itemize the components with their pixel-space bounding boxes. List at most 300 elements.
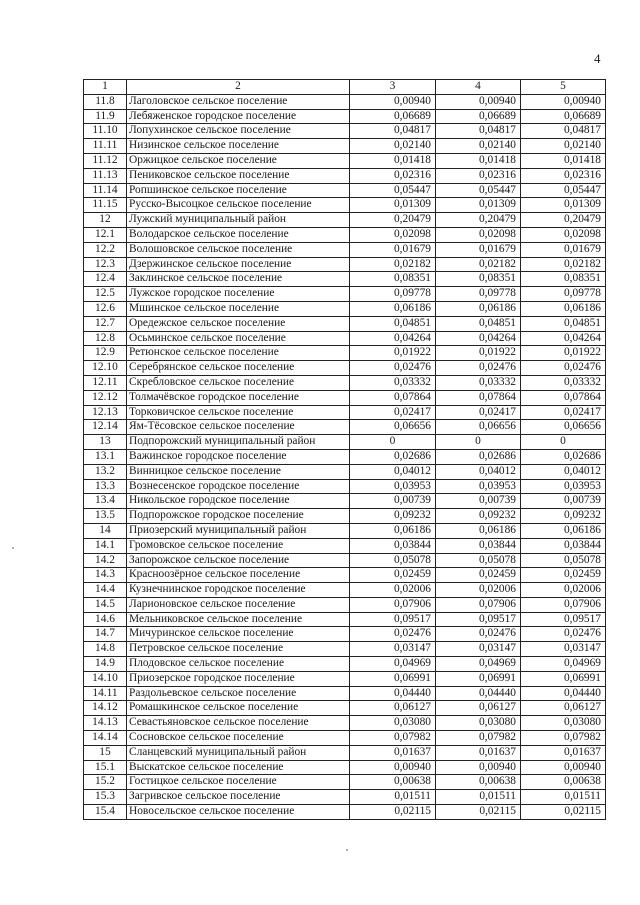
row-value-col4: 0,02686 bbox=[436, 449, 521, 464]
row-value-col4: 0,03332 bbox=[436, 375, 521, 390]
table-row bbox=[84, 523, 606, 538]
row-value-col5: 0,03080 bbox=[521, 716, 606, 731]
row-value-col3: 0,06991 bbox=[350, 671, 436, 686]
row-name: Севастьяновское сельское поселение bbox=[127, 716, 350, 731]
row-value-col5: 0,01637 bbox=[521, 745, 606, 760]
row-name: Дзержинское сельское поселение bbox=[127, 257, 350, 272]
row-number: 12.10 bbox=[84, 361, 127, 376]
row-number: 14.10 bbox=[84, 671, 127, 686]
row-value-col3: 0,02115 bbox=[350, 805, 436, 820]
row-value-col4: 0,05078 bbox=[436, 553, 521, 568]
row-value-col4: 0,00638 bbox=[436, 775, 521, 790]
header-col-4: 4 bbox=[436, 80, 521, 95]
table-row bbox=[84, 449, 606, 464]
row-number: 14.11 bbox=[84, 686, 127, 701]
row-name: Торковичское сельское поселение bbox=[127, 405, 350, 420]
row-name: Серебрянское сельское поселение bbox=[127, 361, 350, 376]
row-value-col4: 0,02115 bbox=[436, 805, 521, 820]
row-name: Загривское сельское поселение bbox=[127, 790, 350, 805]
row-value-col3: 0,20479 bbox=[350, 213, 436, 228]
row-value-col5: 0,02115 bbox=[521, 805, 606, 820]
row-value-col3: 0,03844 bbox=[350, 538, 436, 553]
table-row bbox=[84, 760, 606, 775]
table-row bbox=[84, 494, 606, 509]
row-value-col3: 0,07864 bbox=[350, 390, 436, 405]
row-name: Володарское сельское поселение bbox=[127, 227, 350, 242]
row-value-col3: 0,06186 bbox=[350, 301, 436, 316]
row-number: 12 bbox=[84, 213, 127, 228]
row-value-col4: 0,00940 bbox=[436, 94, 521, 109]
row-number: 12.14 bbox=[84, 420, 127, 435]
table-row bbox=[84, 287, 606, 302]
row-value-col3: 0,04012 bbox=[350, 464, 436, 479]
row-name: Вознесенское городское поселение bbox=[127, 479, 350, 494]
row-name: Русско-Высоцкое сельское поселение bbox=[127, 198, 350, 213]
row-value-col3: 0,04969 bbox=[350, 657, 436, 672]
table-row bbox=[84, 671, 606, 686]
row-value-col5: 0,02476 bbox=[521, 627, 606, 642]
row-value-col3: 0,01679 bbox=[350, 242, 436, 257]
row-name: Приозерский муниципальный район bbox=[127, 523, 350, 538]
table-row bbox=[84, 464, 606, 479]
row-value-col4: 0,04851 bbox=[436, 316, 521, 331]
row-name: Лопухинское сельское поселение bbox=[127, 124, 350, 139]
row-number: 12.12 bbox=[84, 390, 127, 405]
table-row bbox=[84, 94, 606, 109]
table-body bbox=[84, 94, 606, 819]
header-col-5: 5 bbox=[521, 80, 606, 95]
row-value-col5: 0,04012 bbox=[521, 464, 606, 479]
table-row bbox=[84, 583, 606, 598]
row-value-col5: 0,06689 bbox=[521, 109, 606, 124]
row-value-col5: 0,03953 bbox=[521, 479, 606, 494]
row-value-col3: 0,03332 bbox=[350, 375, 436, 390]
row-value-col4: 0,02316 bbox=[436, 168, 521, 183]
header-col-1: 1 bbox=[84, 80, 127, 95]
row-value-col4: 0,01679 bbox=[436, 242, 521, 257]
row-value-col4: 0,03953 bbox=[436, 479, 521, 494]
row-value-col5: 0,09517 bbox=[521, 612, 606, 627]
row-name: Никольское городское поселение bbox=[127, 494, 350, 509]
row-value-col4: 0,03080 bbox=[436, 716, 521, 731]
row-value-col3: 0,04851 bbox=[350, 316, 436, 331]
row-name: Ларионовское сельское поселение bbox=[127, 597, 350, 612]
table-row bbox=[84, 301, 606, 316]
row-name: Ям-Тёсовское сельское поселение bbox=[127, 420, 350, 435]
row-value-col4: 0,01637 bbox=[436, 745, 521, 760]
row-value-col4: 0,00940 bbox=[436, 760, 521, 775]
row-number: 13.1 bbox=[84, 449, 127, 464]
row-value-col4: 0,04012 bbox=[436, 464, 521, 479]
row-name: Плодовское сельское поселение bbox=[127, 657, 350, 672]
row-value-col3: 0,09778 bbox=[350, 287, 436, 302]
table-row bbox=[84, 657, 606, 672]
row-number: 11.11 bbox=[84, 139, 127, 154]
table-row bbox=[84, 153, 606, 168]
row-value-col3: 0,06689 bbox=[350, 109, 436, 124]
table-row bbox=[84, 213, 606, 228]
row-value-col5: 0,04264 bbox=[521, 331, 606, 346]
table-row bbox=[84, 272, 606, 287]
row-value-col3: 0,09517 bbox=[350, 612, 436, 627]
row-value-col5: 0,00940 bbox=[521, 760, 606, 775]
row-name: Скребловское сельское поселение bbox=[127, 375, 350, 390]
row-value-col5: 0,02459 bbox=[521, 568, 606, 583]
row-number: 14.8 bbox=[84, 642, 127, 657]
row-number: 12.2 bbox=[84, 242, 127, 257]
row-value-col3: 0,04817 bbox=[350, 124, 436, 139]
row-value-col5: 0,01922 bbox=[521, 346, 606, 361]
row-value-col4: 0,04440 bbox=[436, 686, 521, 701]
row-name: Выскатское сельское поселение bbox=[127, 760, 350, 775]
row-number: 14.4 bbox=[84, 583, 127, 598]
row-value-col3: 0,05447 bbox=[350, 183, 436, 198]
row-value-col5: 0,06186 bbox=[521, 523, 606, 538]
row-name: Подпорожский муниципальный район bbox=[127, 435, 350, 450]
row-number: 14.6 bbox=[84, 612, 127, 627]
row-name: Осьминское сельское поселение bbox=[127, 331, 350, 346]
row-value-col5: 0,02006 bbox=[521, 583, 606, 598]
row-name: Запорожское сельское поселение bbox=[127, 553, 350, 568]
table-row bbox=[84, 316, 606, 331]
table-row bbox=[84, 745, 606, 760]
row-number: 14.13 bbox=[84, 716, 127, 731]
row-number: 12.1 bbox=[84, 227, 127, 242]
row-name: Лаголовское сельское поселение bbox=[127, 94, 350, 109]
row-name: Подпорожское городское поселение bbox=[127, 509, 350, 524]
row-value-col3: 0,04440 bbox=[350, 686, 436, 701]
table-row bbox=[84, 479, 606, 494]
row-value-col4: 0,02098 bbox=[436, 227, 521, 242]
row-value-col3: 0,04264 bbox=[350, 331, 436, 346]
row-value-col3: 0,02182 bbox=[350, 257, 436, 272]
row-name: Громовское сельское поселение bbox=[127, 538, 350, 553]
row-value-col5: 0,07864 bbox=[521, 390, 606, 405]
row-value-col4: 0,03147 bbox=[436, 642, 521, 657]
row-value-col4: 0,04817 bbox=[436, 124, 521, 139]
row-value-col5: 0,06656 bbox=[521, 420, 606, 435]
row-value-col4: 0,02476 bbox=[436, 627, 521, 642]
row-value-col4: 0,02459 bbox=[436, 568, 521, 583]
row-value-col3: 0,02006 bbox=[350, 583, 436, 598]
row-value-col4: 0,04264 bbox=[436, 331, 521, 346]
row-value-col3: 0,01418 bbox=[350, 153, 436, 168]
row-number: 13.2 bbox=[84, 464, 127, 479]
row-number: 11.13 bbox=[84, 168, 127, 183]
row-number: 11.12 bbox=[84, 153, 127, 168]
row-name: Низинское сельское поселение bbox=[127, 139, 350, 154]
row-value-col5: 0,00739 bbox=[521, 494, 606, 509]
table-row bbox=[84, 509, 606, 524]
row-value-col3: 0,06186 bbox=[350, 523, 436, 538]
row-value-col5: 0,02316 bbox=[521, 168, 606, 183]
row-value-col3: 0,05078 bbox=[350, 553, 436, 568]
row-value-col4: 0,02417 bbox=[436, 405, 521, 420]
row-name: Петровское сельское поселение bbox=[127, 642, 350, 657]
table-row bbox=[84, 257, 606, 272]
table-row bbox=[84, 686, 606, 701]
row-number: 12.6 bbox=[84, 301, 127, 316]
table-row bbox=[84, 790, 606, 805]
row-value-col4: 0,00739 bbox=[436, 494, 521, 509]
table-row bbox=[84, 775, 606, 790]
row-value-col5: 0,06127 bbox=[521, 701, 606, 716]
table-row bbox=[84, 538, 606, 553]
table-row bbox=[84, 109, 606, 124]
row-value-col3: 0,02417 bbox=[350, 405, 436, 420]
table-row bbox=[84, 553, 606, 568]
row-number: 14 bbox=[84, 523, 127, 538]
row-value-col4: 0,07864 bbox=[436, 390, 521, 405]
row-number: 15.4 bbox=[84, 805, 127, 820]
row-value-col4: 0,06656 bbox=[436, 420, 521, 435]
row-name: Красноозёрное сельское поселение bbox=[127, 568, 350, 583]
page-number: 4 bbox=[594, 51, 601, 66]
row-value-col5: 0,00940 bbox=[521, 94, 606, 109]
row-value-col5: 0,05447 bbox=[521, 183, 606, 198]
row-name: Сланцевский муниципальный район bbox=[127, 745, 350, 760]
row-value-col5: 0,05078 bbox=[521, 553, 606, 568]
row-value-col5: 0,07906 bbox=[521, 597, 606, 612]
row-value-col5: 0,02686 bbox=[521, 449, 606, 464]
table-row bbox=[84, 597, 606, 612]
table-row bbox=[84, 390, 606, 405]
row-value-col5: 0,04440 bbox=[521, 686, 606, 701]
table-row bbox=[84, 168, 606, 183]
row-name: Важинское городское поселение bbox=[127, 449, 350, 464]
table-row bbox=[84, 701, 606, 716]
row-name: Пениковское сельское поселение bbox=[127, 168, 350, 183]
row-value-col5: 0,03332 bbox=[521, 375, 606, 390]
row-number: 12.4 bbox=[84, 272, 127, 287]
data-table bbox=[83, 79, 606, 820]
row-value-col3: 0,01511 bbox=[350, 790, 436, 805]
row-value-col5: 0,20479 bbox=[521, 213, 606, 228]
row-number: 13.3 bbox=[84, 479, 127, 494]
row-value-col4: 0,01511 bbox=[436, 790, 521, 805]
row-value-col3: 0,06127 bbox=[350, 701, 436, 716]
row-number: 14.2 bbox=[84, 553, 127, 568]
row-value-col3: 0,01309 bbox=[350, 198, 436, 213]
row-value-col4: 0,02140 bbox=[436, 139, 521, 154]
row-value-col5: 0,04817 bbox=[521, 124, 606, 139]
row-value-col5: 0,04969 bbox=[521, 657, 606, 672]
row-number: 14.9 bbox=[84, 657, 127, 672]
row-value-col5: 0,02140 bbox=[521, 139, 606, 154]
row-value-col4: 0,02476 bbox=[436, 361, 521, 376]
row-number: 15 bbox=[84, 745, 127, 760]
row-name: Раздольевское сельское поселение bbox=[127, 686, 350, 701]
row-name: Гостицкое сельское поселение bbox=[127, 775, 350, 790]
row-number: 12.9 bbox=[84, 346, 127, 361]
row-name: Мичуринское сельское поселение bbox=[127, 627, 350, 642]
table-row bbox=[84, 731, 606, 746]
row-name: Кузнечнинское городское поселение bbox=[127, 583, 350, 598]
row-number: 12.8 bbox=[84, 331, 127, 346]
row-name: Заклинское сельское поселение bbox=[127, 272, 350, 287]
row-value-col3: 0,06656 bbox=[350, 420, 436, 435]
row-name: Ромашкинское сельское поселение bbox=[127, 701, 350, 716]
row-number: 13.4 bbox=[84, 494, 127, 509]
row-value-col3: 0,03147 bbox=[350, 642, 436, 657]
row-value-col4: 0,09232 bbox=[436, 509, 521, 524]
row-name: Ропшинское сельское поселение bbox=[127, 183, 350, 198]
row-number: 12.11 bbox=[84, 375, 127, 390]
row-value-col5: 0,01679 bbox=[521, 242, 606, 257]
row-value-col4: 0,04969 bbox=[436, 657, 521, 672]
row-name: Мельниковское сельское поселение bbox=[127, 612, 350, 627]
table-row bbox=[84, 642, 606, 657]
row-value-col5: 0,09232 bbox=[521, 509, 606, 524]
row-number: 14.1 bbox=[84, 538, 127, 553]
row-value-col5: 0,01418 bbox=[521, 153, 606, 168]
row-value-col4: 0,01922 bbox=[436, 346, 521, 361]
row-value-col3: 0,01637 bbox=[350, 745, 436, 760]
table-row bbox=[84, 361, 606, 376]
row-number: 14.14 bbox=[84, 731, 127, 746]
row-name: Сосновское сельское поселение bbox=[127, 731, 350, 746]
row-value-col5: 0,02098 bbox=[521, 227, 606, 242]
row-name: Новосельское сельское поселение bbox=[127, 805, 350, 820]
row-value-col5: 0,02182 bbox=[521, 257, 606, 272]
row-name: Оредежское сельское поселение bbox=[127, 316, 350, 331]
row-value-col4: 0,08351 bbox=[436, 272, 521, 287]
row-name: Оржицкое сельское поселение bbox=[127, 153, 350, 168]
row-number: 13 bbox=[84, 435, 127, 450]
table-row bbox=[84, 124, 606, 139]
row-name: Лужское городское поселение bbox=[127, 287, 350, 302]
row-value-col4: 0,20479 bbox=[436, 213, 521, 228]
row-value-col4: 0,09517 bbox=[436, 612, 521, 627]
row-number: 11.9 bbox=[84, 109, 127, 124]
row-value-col3: 0,02459 bbox=[350, 568, 436, 583]
table-row bbox=[84, 139, 606, 154]
row-number: 14.12 bbox=[84, 701, 127, 716]
row-value-col3: 0,07906 bbox=[350, 597, 436, 612]
row-number: 12.7 bbox=[84, 316, 127, 331]
row-name: Винницкое сельское поселение bbox=[127, 464, 350, 479]
row-value-col4: 0,09778 bbox=[436, 287, 521, 302]
row-value-col5: 0,01309 bbox=[521, 198, 606, 213]
row-value-col4: 0,05447 bbox=[436, 183, 521, 198]
row-name: Толмачёвское городское поселение bbox=[127, 390, 350, 405]
table-row bbox=[84, 435, 606, 450]
row-number: 15.1 bbox=[84, 760, 127, 775]
row-value-col5: 0,02476 bbox=[521, 361, 606, 376]
row-value-col3: 0,01922 bbox=[350, 346, 436, 361]
row-number: 11.15 bbox=[84, 198, 127, 213]
table-row bbox=[84, 227, 606, 242]
row-value-col3: 0 bbox=[350, 435, 436, 450]
row-number: 14.7 bbox=[84, 627, 127, 642]
row-value-col5: 0,02417 bbox=[521, 405, 606, 420]
row-name: Ретюнское сельское поселение bbox=[127, 346, 350, 361]
table-row bbox=[84, 198, 606, 213]
table-row bbox=[84, 420, 606, 435]
table-row bbox=[84, 346, 606, 361]
table-row bbox=[84, 405, 606, 420]
row-value-col3: 0,03953 bbox=[350, 479, 436, 494]
row-name: Лужский муниципальный район bbox=[127, 213, 350, 228]
header-row bbox=[84, 80, 606, 95]
header-col-2: 2 bbox=[127, 80, 350, 95]
table-row bbox=[84, 331, 606, 346]
row-value-col5: 0,06186 bbox=[521, 301, 606, 316]
row-number: 14.5 bbox=[84, 597, 127, 612]
row-number: 12.3 bbox=[84, 257, 127, 272]
row-value-col4: 0 bbox=[436, 435, 521, 450]
row-value-col4: 0,06689 bbox=[436, 109, 521, 124]
row-value-col4: 0,02182 bbox=[436, 257, 521, 272]
row-value-col4: 0,01418 bbox=[436, 153, 521, 168]
table-row bbox=[84, 612, 606, 627]
row-value-col4: 0,01309 bbox=[436, 198, 521, 213]
table-row bbox=[84, 375, 606, 390]
row-number: 15.2 bbox=[84, 775, 127, 790]
row-value-col5: 0 bbox=[521, 435, 606, 450]
row-value-col3: 0,00940 bbox=[350, 760, 436, 775]
row-number: 11.10 bbox=[84, 124, 127, 139]
row-value-col4: 0,06186 bbox=[436, 523, 521, 538]
table-row bbox=[84, 716, 606, 731]
row-value-col3: 0,07982 bbox=[350, 731, 436, 746]
row-value-col3: 0,00638 bbox=[350, 775, 436, 790]
row-value-col3: 0,02316 bbox=[350, 168, 436, 183]
table-row bbox=[84, 183, 606, 198]
row-value-col5: 0,09778 bbox=[521, 287, 606, 302]
row-value-col5: 0,07982 bbox=[521, 731, 606, 746]
row-value-col3: 0,02476 bbox=[350, 627, 436, 642]
row-value-col5: 0,06991 bbox=[521, 671, 606, 686]
row-number: 14.3 bbox=[84, 568, 127, 583]
row-number: 11.14 bbox=[84, 183, 127, 198]
table-row bbox=[84, 805, 606, 820]
scan-speck bbox=[12, 547, 14, 549]
row-value-col3: 0,02686 bbox=[350, 449, 436, 464]
row-number: 12.5 bbox=[84, 287, 127, 302]
row-name: Приозерское городское поселение bbox=[127, 671, 350, 686]
row-value-col5: 0,08351 bbox=[521, 272, 606, 287]
row-value-col3: 0,00739 bbox=[350, 494, 436, 509]
table-row bbox=[84, 627, 606, 642]
row-value-col3: 0,02476 bbox=[350, 361, 436, 376]
scan-speck bbox=[346, 849, 348, 851]
row-value-col5: 0,01511 bbox=[521, 790, 606, 805]
row-name: Лебяженское городское поселение bbox=[127, 109, 350, 124]
header-col-3: 3 bbox=[350, 80, 436, 95]
row-value-col4: 0,03844 bbox=[436, 538, 521, 553]
table-row bbox=[84, 568, 606, 583]
row-name: Мшинское сельское поселение bbox=[127, 301, 350, 316]
row-value-col4: 0,07906 bbox=[436, 597, 521, 612]
row-value-col5: 0,00638 bbox=[521, 775, 606, 790]
row-value-col5: 0,03844 bbox=[521, 538, 606, 553]
row-name: Волошовское сельское поселение bbox=[127, 242, 350, 257]
row-value-col3: 0,02140 bbox=[350, 139, 436, 154]
row-value-col3: 0,02098 bbox=[350, 227, 436, 242]
row-number: 13.5 bbox=[84, 509, 127, 524]
row-value-col4: 0,02006 bbox=[436, 583, 521, 598]
row-value-col4: 0,06186 bbox=[436, 301, 521, 316]
row-value-col4: 0,06991 bbox=[436, 671, 521, 686]
row-value-col3: 0,09232 bbox=[350, 509, 436, 524]
table-row bbox=[84, 242, 606, 257]
row-number: 11.8 bbox=[84, 94, 127, 109]
row-value-col5: 0,04851 bbox=[521, 316, 606, 331]
row-number: 15.3 bbox=[84, 790, 127, 805]
row-value-col3: 0,00940 bbox=[350, 94, 436, 109]
row-value-col3: 0,03080 bbox=[350, 716, 436, 731]
